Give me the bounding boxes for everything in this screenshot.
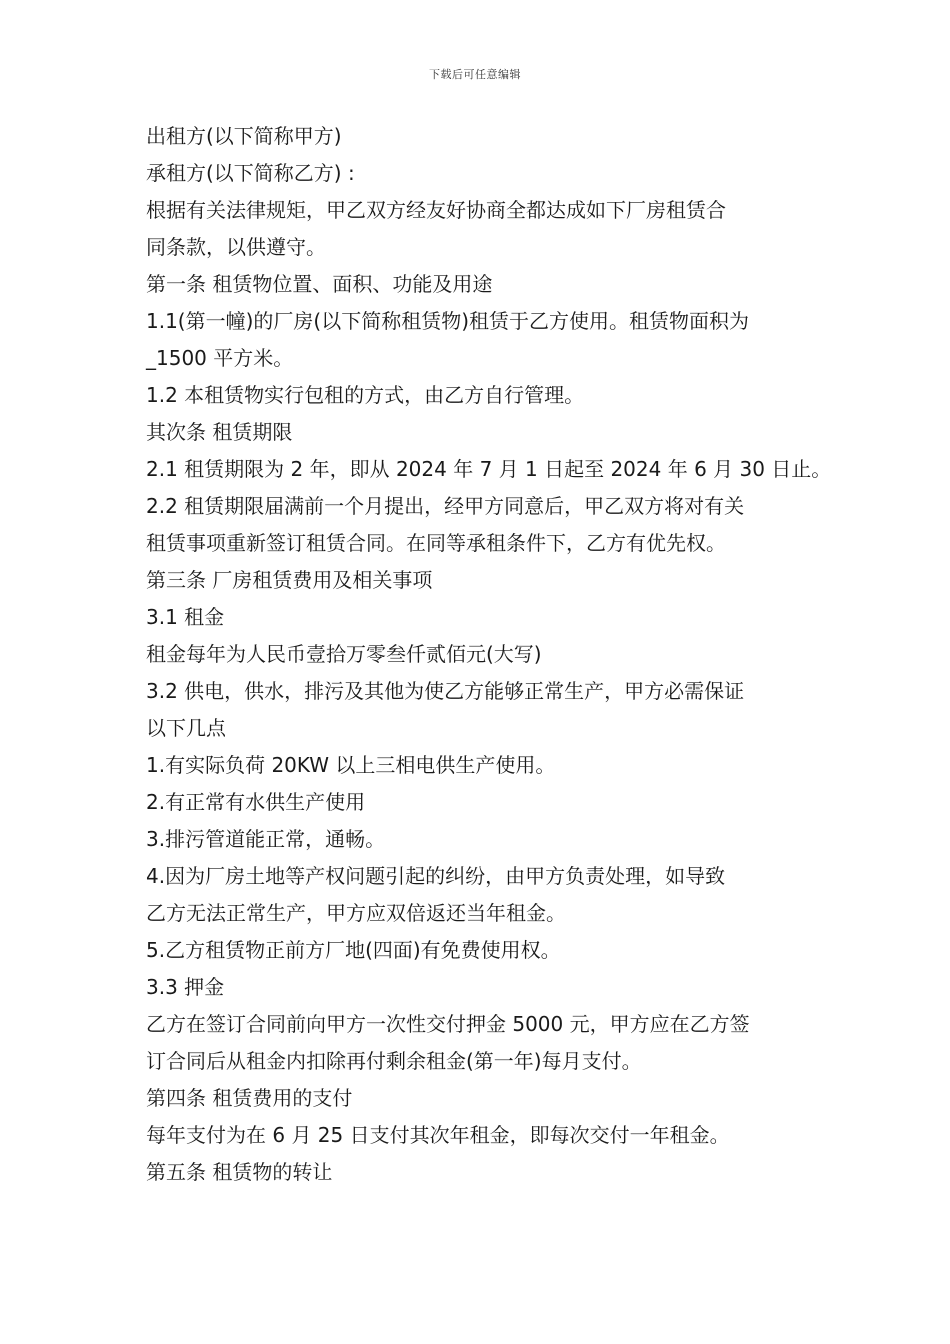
list-item: 1.有实际负荷 20KW 以上三相电供生产使用。 [146, 753, 556, 777]
contract-body [146, 118, 832, 1191]
article-heading: 第五条 租赁物的转让 [146, 1160, 333, 1184]
clause-line: 每年支付为在 6 月 25 日支付其次年租金，即每次交付一年租金。 [146, 1123, 730, 1147]
clause-line: 租金每年为人民币壹拾万零叁仟贰佰元(大写) [146, 642, 542, 666]
clause-heading: 3.1 租金 [146, 605, 225, 629]
list-item: 4.因为厂房土地等产权问题引起的纠纷，由甲方负责处理，如导致 [146, 864, 726, 888]
clause-line: 乙方在签订合同前向甲方一次性交付押金 5000 元，甲方应在乙方签 [146, 1012, 750, 1036]
clause-heading: 3.3 押金 [146, 975, 225, 999]
article-heading: 第一条 租赁物位置、面积、功能及用途 [146, 272, 493, 296]
preamble-line: 根据有关法律规矩，甲乙双方经友好协商全都达成如下厂房租赁合 [146, 198, 726, 222]
preamble-line: 同条款，以供遵守。 [146, 235, 326, 259]
list-item: 5.乙方租赁物正前方厂地(四面)有免费使用权。 [146, 938, 561, 962]
clause-line: 1.2 本租赁物实行包租的方式，由乙方自行管理。 [146, 383, 585, 407]
party-b-line: 承租方(以下简称乙方) : [146, 161, 355, 185]
article-heading: 第四条 租赁费用的支付 [146, 1086, 353, 1110]
clause-line: 2.2 租赁期限届满前一个月提出，经甲方同意后，甲乙双方将对有关 [146, 494, 745, 518]
list-item: 乙方无法正常生产，甲方应双倍返还当年租金。 [146, 901, 566, 925]
page-header-note: 下载后可任意编辑 [429, 68, 521, 81]
clause-line: 订合同后从租金内扣除再付剩余租金(第一年)每月支付。 [146, 1049, 642, 1073]
article-heading: 其次条 租赁期限 [146, 420, 293, 444]
party-a-line: 出租方(以下简称甲方) [146, 124, 342, 148]
list-item: 2.有正常有水供生产使用 [146, 790, 366, 814]
list-item: 3.排污管道能正常，通畅。 [146, 827, 386, 851]
clause-line: 1.1(第一幢)的厂房(以下简称租赁物)租赁于乙方使用。租赁物面积为 [146, 309, 750, 333]
clause-line: _1500 平方米。 [146, 346, 294, 370]
clause-line: 3.2 供电，供水，排污及其他为使乙方能够正常生产，甲方必需保证 [146, 679, 745, 703]
clause-line: 以下几点 [146, 716, 226, 740]
article-heading: 第三条 厂房租赁费用及相关事项 [146, 568, 433, 592]
clause-line: 2.1 租赁期限为 2 年，即从 2024 年 7 月 1 日起至 2024 年 6 月 30 日止。 [146, 457, 832, 481]
clause-line: 租赁事项重新签订租赁合同。在同等承租条件下，乙方有优先权。 [146, 531, 726, 555]
